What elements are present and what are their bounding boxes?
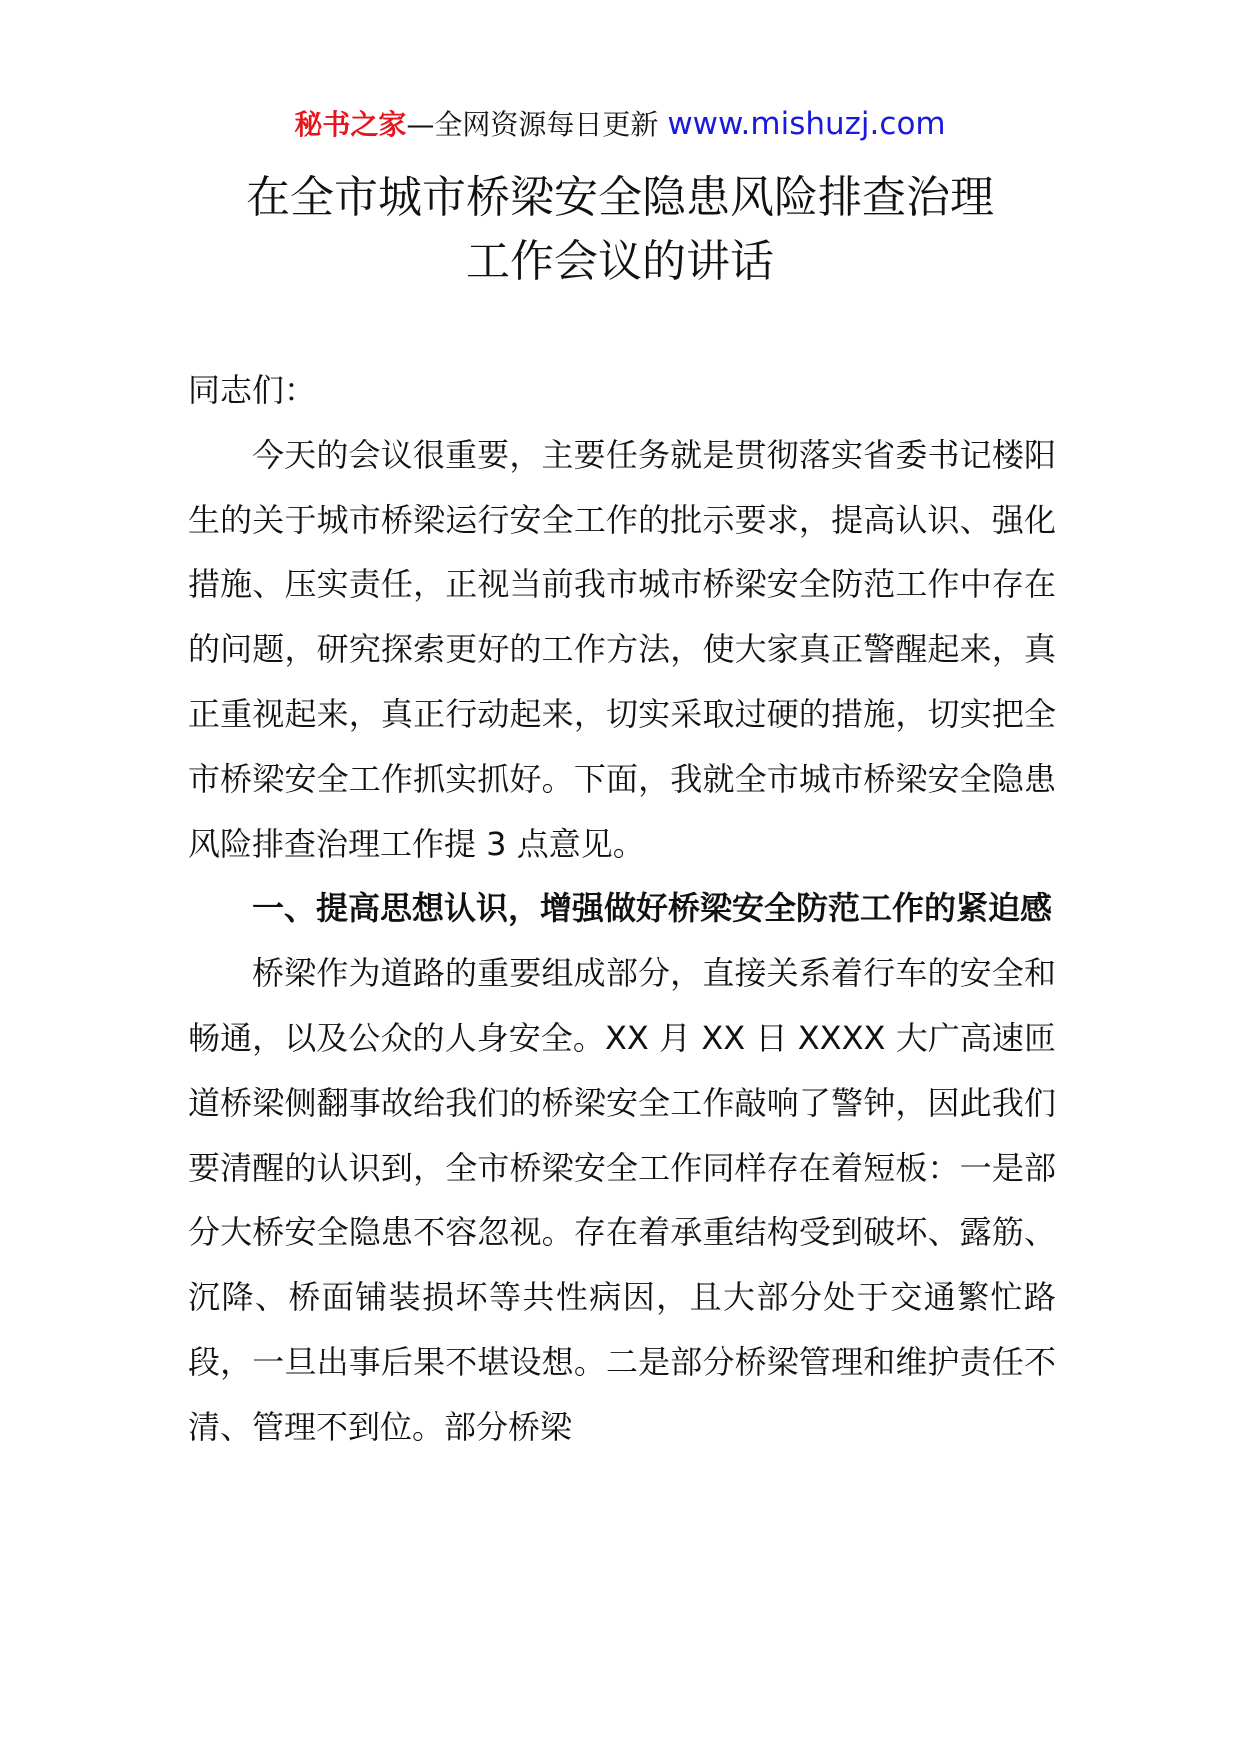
document-body bbox=[188, 358, 1056, 1460]
site-banner bbox=[0, 104, 1240, 145]
salutation: 同志们： bbox=[188, 371, 317, 409]
document-title bbox=[0, 166, 1240, 294]
paragraph-section-1: 桥梁作为道路的重要组成部分，直接关系着行车的安全和畅通，以及公众的人身安全。XX 月 XX 日 XXXX 大广高速匝道桥梁侧翻事故给我们的桥梁安全工作敲响了警钟，因此我们要清醒的认识到，全市桥梁安全工作同样存在着短板：一是部分大桥安全隐患不容忽视。存在着承重结构受到破坏、露筋、沉降、桥面铺装损坏等共性病因，且大部分处于交通繁忙路段，一旦出事后果不堪设想。二是部分桥梁管理和维护责任不清、管理不到位。部分桥梁 bbox=[188, 954, 1056, 1446]
section-heading-1: 一、提高思想认识，增强做好桥梁安全防范工作的紧迫感 bbox=[252, 889, 1053, 928]
paragraph-intro: 今天的会议很重要，主要任务就是贯彻落实省委书记楼阳生的关于城市桥梁运行安全工作的批示要求，提高认识、强化措施、压实责任，正视当前我市城市桥梁安全防范工作中存在的问题，研究探索更好的工作方法，使大家真正警醒起来，真正重视起来，真正行动起来，切实采取过硬的措施，切实把全市桥梁安全工作抓实抓好。下面，我就全市城市桥梁安全隐患风险排查治理工作提 3 点意见。 bbox=[188, 435, 1056, 863]
title-line-1: 在全市城市桥梁安全隐患风险排查治理 bbox=[246, 172, 994, 223]
banner-url-link[interactable]: www.mishuzj.com bbox=[667, 106, 946, 142]
title-line-2: 工作会议的讲话 bbox=[466, 236, 774, 287]
banner-tagline: —全网资源每日更新 bbox=[406, 108, 659, 141]
banner-brand: 秘书之家 bbox=[294, 108, 407, 141]
